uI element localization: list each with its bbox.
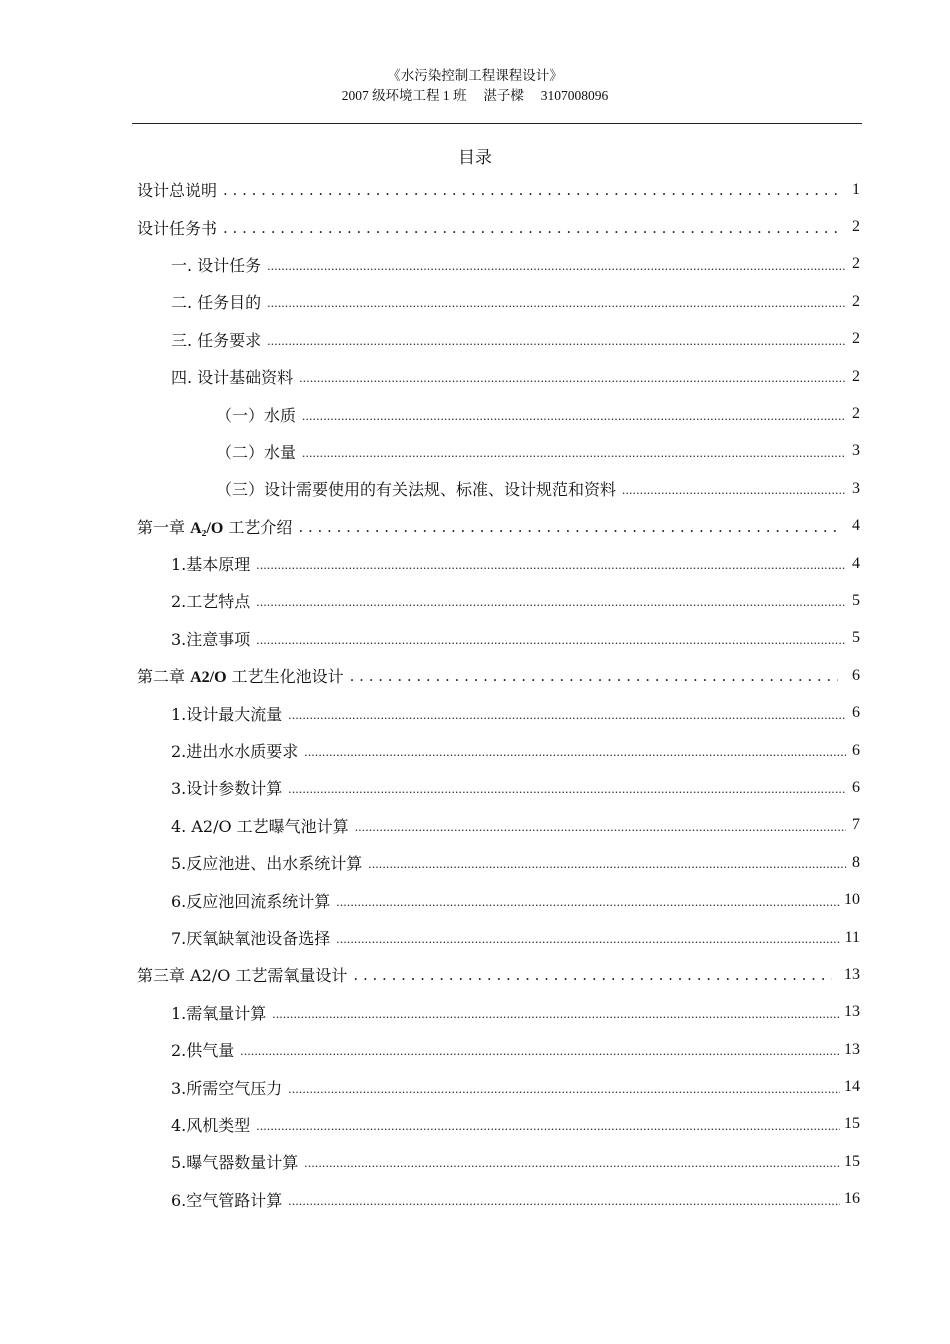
toc-chapter-process: A2/O <box>190 669 227 687</box>
dot-leader <box>368 853 846 872</box>
toc-entry-label: 6.反应池回流系统计算 <box>171 891 331 911</box>
header-author-line: 2007 级环境工程 1 班 湛子樑 3107008096 <box>341 88 609 103</box>
toc-entry-page: 2 <box>852 292 860 310</box>
dot-leader <box>288 704 846 723</box>
toc-entry-label: 1.设计最大流量 <box>171 704 283 724</box>
toc-entry-page: 2 <box>852 330 860 348</box>
toc-entry[interactable] <box>137 470 860 507</box>
toc-entry[interactable] <box>137 881 860 918</box>
dot-leader <box>302 405 846 424</box>
table-of-contents <box>137 171 860 1218</box>
dot-leader <box>622 479 846 498</box>
toc-entry-label: （二）水量 <box>216 442 297 462</box>
toc-entry[interactable] <box>137 620 860 657</box>
toc-entry-label: 6.空气管路计算 <box>171 1190 283 1210</box>
toc-entry-label: 设计任务书 <box>137 218 218 238</box>
toc-entry-page: 3 <box>852 479 860 497</box>
toc-entry-page: 15 <box>844 1152 860 1170</box>
toc-entry[interactable] <box>137 1068 860 1105</box>
toc-entry-page: 6 <box>852 778 860 796</box>
toc-entry-page: 11 <box>844 928 860 946</box>
toc-entry-page: 2 <box>852 255 860 273</box>
toc-entry-label: 二. 任务目的 <box>171 293 262 313</box>
page-header <box>0 66 950 106</box>
toc-entry-page: 13 <box>844 965 860 983</box>
dot-leader <box>256 591 846 610</box>
toc-entry-page: 15 <box>844 1115 860 1133</box>
toc-entry[interactable] <box>137 171 860 208</box>
dot-leader <box>298 517 838 536</box>
toc-entry[interactable] <box>137 246 860 283</box>
dot-leader <box>336 891 840 910</box>
toc-entry-label: （一）水质 <box>216 405 297 425</box>
toc-entry-page: 16 <box>844 1190 860 1208</box>
toc-entry-label: 3.设计参数计算 <box>171 779 283 799</box>
toc-entry-page: 14 <box>844 1078 860 1096</box>
dot-leader <box>288 1190 840 1209</box>
toc-entry[interactable] <box>137 919 860 956</box>
dot-leader <box>288 1078 840 1097</box>
toc-entry[interactable] <box>137 956 860 993</box>
toc-entry-label: 1.基本原理 <box>171 555 251 575</box>
toc-entry-label: 设计总说明 <box>137 181 218 201</box>
toc-entry[interactable] <box>137 283 860 320</box>
toc-entry[interactable] <box>137 508 860 545</box>
toc-entry-page: 3 <box>852 442 860 460</box>
toc-entry-label: 4.风机类型 <box>171 1115 251 1135</box>
toc-entry-page: 4 <box>852 554 860 572</box>
dot-leader <box>302 442 846 461</box>
dot-leader <box>350 666 838 685</box>
toc-entry[interactable] <box>137 208 860 245</box>
toc-entry-page: 8 <box>852 853 860 871</box>
toc-entry[interactable] <box>137 844 860 881</box>
toc-entry[interactable] <box>137 732 860 769</box>
toc-entry[interactable] <box>137 321 860 358</box>
toc-entry-page: 5 <box>852 591 860 609</box>
toc-entry-label: 2.进出水水质要求 <box>171 742 299 762</box>
toc-entry[interactable] <box>137 395 860 432</box>
toc-chapter-suffix: 工艺生化池设计 <box>226 667 344 687</box>
dot-leader <box>355 816 846 835</box>
toc-chapter-process: A₂/O <box>190 519 224 537</box>
toc-entry-label: 5.曝气器数量计算 <box>171 1153 299 1173</box>
toc-entry-label: 5.反应池进、出水系统计算 <box>171 854 363 874</box>
toc-entry-label: 四. 设计基础资料 <box>171 368 294 388</box>
toc-entry-label: 第三章 A2/O 工艺需氧量设计 <box>137 966 348 986</box>
toc-entry-label: 7.厌氧缺氧池设备选择 <box>171 929 331 948</box>
toc-entry[interactable] <box>137 1031 860 1068</box>
toc-entry[interactable] <box>137 657 860 694</box>
toc-entry-label: （三）设计需要使用的有关法规、标准、设计规范和资料 <box>216 480 617 500</box>
dot-leader <box>256 1115 840 1134</box>
header-divider <box>132 123 862 124</box>
toc-entry-page: 2 <box>852 218 860 236</box>
dot-leader <box>223 218 838 237</box>
dot-leader <box>240 1040 840 1059</box>
toc-entry-label <box>137 664 344 687</box>
dot-leader <box>304 741 846 760</box>
dot-leader <box>223 180 838 199</box>
toc-entry-label: 3.注意事项 <box>171 629 251 649</box>
toc-entry-page: 7 <box>852 816 860 834</box>
toc-entry-label: 一. 设计任务 <box>171 255 262 275</box>
toc-entry-label: 4. A2/O 工艺曝气池计算 <box>171 816 349 836</box>
toc-entry[interactable] <box>137 994 860 1031</box>
toc-chapter-prefix: 第一章 <box>137 517 191 537</box>
header-course-title: 《水污染控制工程课程设计》 <box>387 68 563 83</box>
toc-entry-page: 10 <box>844 891 860 909</box>
toc-entry[interactable] <box>137 433 860 470</box>
toc-entry[interactable] <box>137 807 860 844</box>
toc-entry-label: 三. 任务要求 <box>171 330 262 350</box>
toc-entry-label: 2.供气量 <box>171 1041 235 1061</box>
dot-leader <box>288 778 846 797</box>
toc-entry-page: 6 <box>852 666 860 684</box>
dot-leader <box>299 367 846 386</box>
toc-entry[interactable] <box>137 694 860 731</box>
toc-chapter-suffix: 工艺介绍 <box>223 517 293 537</box>
toc-entry-page: 4 <box>852 517 860 535</box>
dot-leader <box>256 629 846 648</box>
dot-leader <box>336 928 840 947</box>
toc-entry-label: 1.需氧量计算 <box>171 1003 267 1023</box>
toc-entry-page: 1 <box>852 180 860 198</box>
toc-entry[interactable] <box>137 769 860 806</box>
dot-leader <box>267 330 846 349</box>
toc-entry-page: 6 <box>852 704 860 722</box>
toc-entry-page: 6 <box>852 741 860 759</box>
toc-entry-page: 13 <box>844 1003 860 1021</box>
toc-title: 目录 <box>458 148 492 168</box>
dot-leader <box>267 255 846 274</box>
toc-entry-page: 5 <box>852 629 860 647</box>
toc-entry[interactable] <box>137 545 860 582</box>
dot-leader <box>304 1152 840 1171</box>
toc-entry-page: 2 <box>852 367 860 385</box>
toc-entry[interactable] <box>137 1181 860 1218</box>
toc-chapter-prefix: 第二章 <box>137 667 191 687</box>
toc-entry-label: 2.工艺特点 <box>171 592 251 612</box>
toc-entry[interactable] <box>137 582 860 619</box>
dot-leader <box>267 292 846 311</box>
toc-entry[interactable] <box>137 1143 860 1180</box>
dot-leader <box>272 1003 840 1022</box>
dot-leader <box>353 965 832 984</box>
toc-entry[interactable] <box>137 1106 860 1143</box>
toc-entry-page: 2 <box>852 405 860 423</box>
toc-entry-label <box>137 515 292 538</box>
toc-entry-page: 13 <box>844 1040 860 1058</box>
toc-entry[interactable] <box>137 358 860 395</box>
dot-leader <box>256 554 846 573</box>
toc-entry-label: 3.所需空气压力 <box>171 1078 283 1098</box>
